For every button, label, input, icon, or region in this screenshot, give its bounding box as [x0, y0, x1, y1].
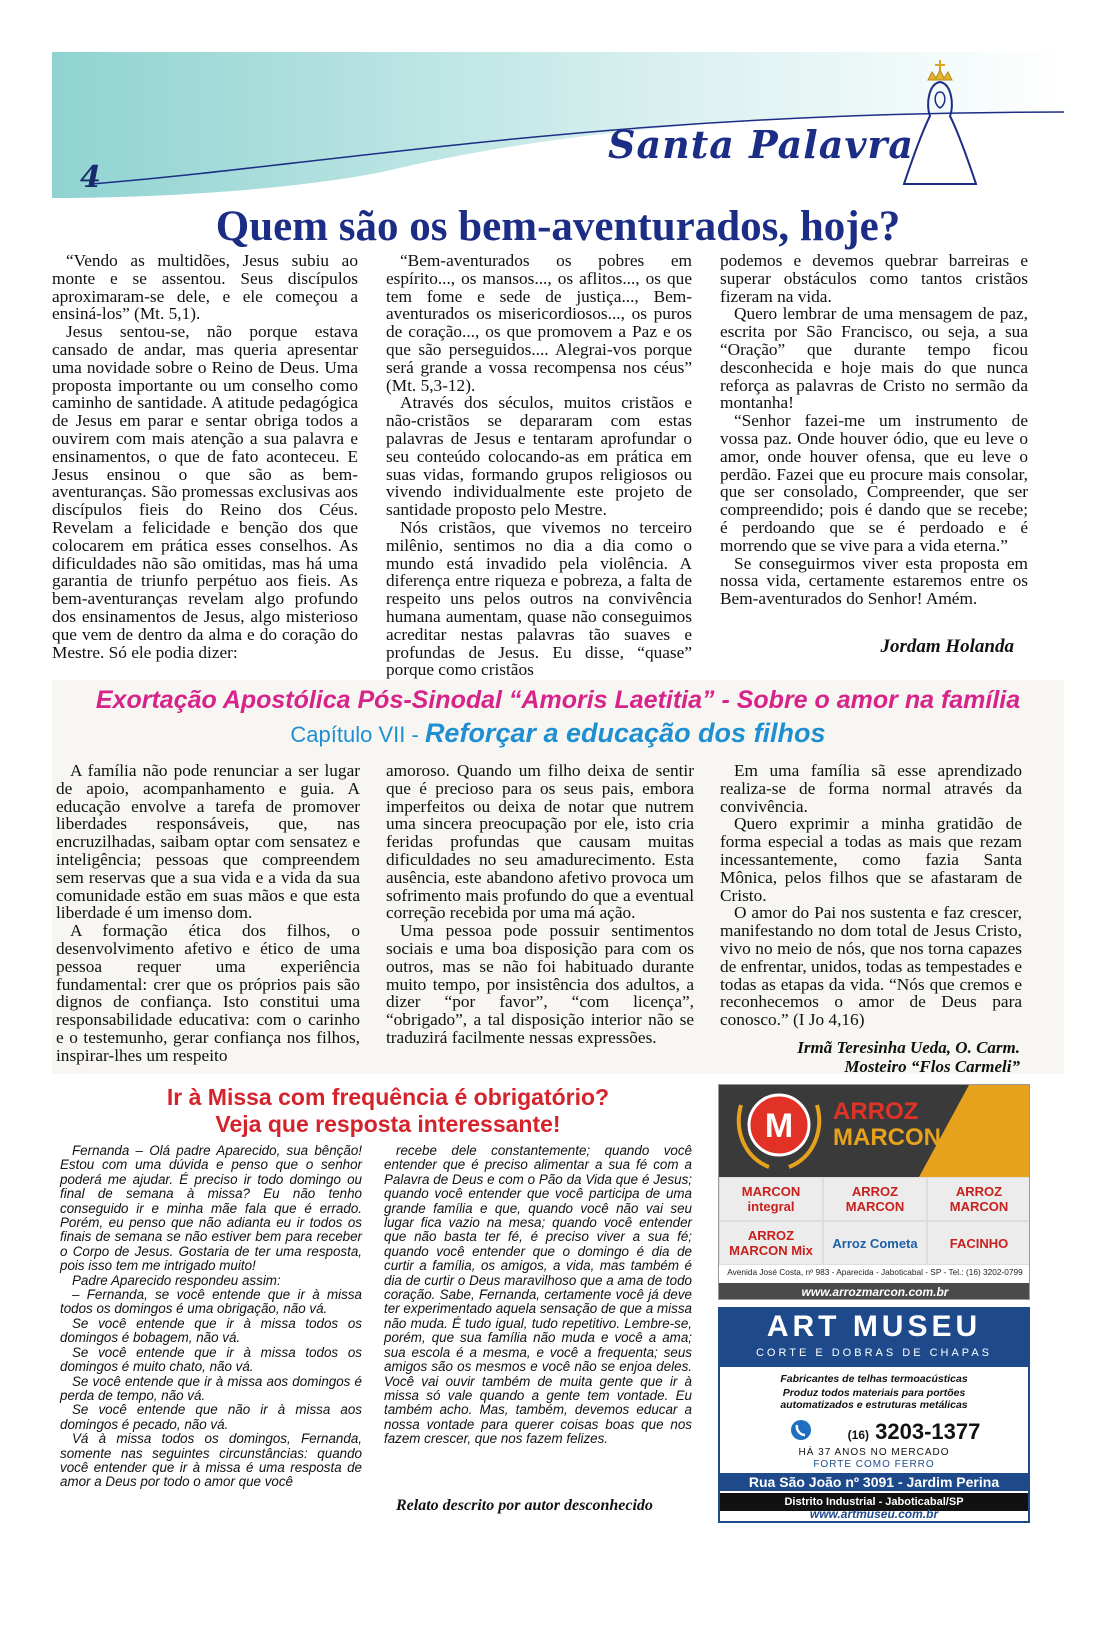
chapter-title: Reforçar a educação dos filhos: [424, 718, 826, 748]
brand-title: Santa Palavra: [608, 122, 915, 167]
product-logo: ARROZ MARCON Mix: [719, 1221, 823, 1265]
paragraph: “Bem-aventurados os pobres em espírito..., os mansos..., os aflitos..., os que tem fome e sede de justiça..., Bem-aventurados os misericordiosos..., os puros de coração..., os que promovem a Paz e os que são perseguidos.... Alegrai-vos porque será grande a vossa recompensa nos céus” (Mt. 5,3-12).: [386, 251, 692, 395]
article2-column-1: [56, 762, 360, 1065]
ad-header: [719, 1085, 1030, 1177]
paragraph: Se conseguirmos viver esta proposta em nossa vida, certamente estaremos entre os Bem-aventurados do Senhor! Amém.: [720, 553, 1028, 609]
missa-title-line-2: Veja que resposta interessante!: [215, 1111, 561, 1137]
product-grid: [719, 1177, 1030, 1265]
chapter-heading: [52, 718, 1064, 749]
ad-phone-number: 3203-1377: [875, 1419, 981, 1444]
ad-arroz-marcon[interactable]: [718, 1084, 1030, 1300]
ad-brand-line-2: MARCON: [833, 1124, 941, 1151]
paragraph: Vá à missa todos os domingos, Fernanda, somente nas seguintes circunstâncias: quando você entender que ir à missa é uma resposta de amor a Deus por todo o amor que você: [60, 1431, 362, 1490]
author-name: Irmã Teresinha Ueda, O. Carm.: [797, 1038, 1020, 1057]
article-title: Quem são os bem-aventurados, hoje?: [215, 203, 901, 250]
ad-address: Rua São João nº 3091 - Jardim Perina: [720, 1473, 1028, 1491]
madonna-icon: [900, 56, 980, 188]
ad-art-museu[interactable]: [718, 1307, 1030, 1523]
ad-header: [720, 1309, 1028, 1367]
paragraph: Quero exprimir a minha gratidão de forma especial a todas as mais que rezam incessantemente, como fazia Santa Mônica, pelos filhos que se afastaram de Cristo.: [720, 814, 1022, 905]
product-logo: Arroz Cometa: [823, 1221, 927, 1265]
paragraph: amoroso. Quando um filho deixa de sentir que é precioso para os seus pais, embora imperfeitos ou deixa de notar que nutrem uma sincera preocupação por ele, isto cria feridas profundas que causam muitas dificuldades no seu amadurecimento. Esta ausência, este abandono afetivo provoca um sofrimento mais profundo do que a eventual correção recebida por uma má ação.: [386, 761, 694, 923]
product-logo: MARCON integral: [719, 1177, 823, 1221]
ad-website-link[interactable]: www.arrozmarcon.com.br: [719, 1283, 1030, 1300]
author-affiliation: Mosteiro “Flos Carmeli”: [844, 1057, 1020, 1076]
product-logo: FACINHO: [927, 1221, 1030, 1265]
paragraph: Jesus sentou-se, não porque estava cansado de andar, mas queria apresentar uma novidade sobre o Reino de Deus. Uma proposta importante ou um conselho como caminho de santidade. A atitude pedagógica de Jesus em parar e sentar obriga todos a ouvirem com mais atenção a sua palavra e ensinamentos, o que de fato aconteceu. E Jesus ensinou o que são as bem-aventuranças. São promessas exclusivas aos discípulos fieis do Reino dos Céus. Revelam a felicidade e benção dos que colocarem em prática esses conselhos. As dificuldades não são omitidas, mas há uma garantia de triunfo perpétuo aos fieis. As bem-aventuranças revelam algo profundo dos ensinamentos de Jesus, algo misterioso que vem de dentro da alma e do coração do Mestre. Só ele podia dizer:: [52, 322, 358, 662]
paragraph: A formação ética dos filhos, o desenvolvimento afetivo e ético de uma pessoa requer uma experiência fundamental: crer que os próprios pais são dignos de confiança. Isto constitui uma responsabilidade educativa: com o carinho e o testemunho, gerar confiança nos filhos, inspirar-lhes um respeito: [56, 921, 360, 1065]
exhortation-title: Exortação Apostólica Pós-Sinodal “Amoris Laetitia” - Sobre o amor na família: [95, 686, 1021, 714]
paragraph: Se você entende que ir à missa aos domingos é perda de tempo, não vá.: [60, 1373, 362, 1403]
ad-area-code: (16): [847, 1428, 869, 1442]
article1-author: Jordam Holanda: [880, 636, 1014, 657]
paragraph: Se você entende que ir à missa todos os domingos é bobagem, não vá.: [60, 1315, 362, 1346]
article3-column-2: [384, 1144, 692, 1447]
paragraph: Quero lembrar de uma mensagem de paz, escrita por São Francisco, ou seja, a sua “Oração” que durante tempo ficou desconhecida e hoje mais do que nunca reforça as palavras de Cristo no sermão da montanha!: [720, 304, 1028, 413]
paragraph: Em uma família sã esse aprendizado realiza-se de forma normal através da convivência.: [720, 761, 1022, 816]
paragraph: “Senhor fazei-me um instrumento de vossa paz. Onde houver ódio, que eu leve o amor, onde houver ofensa, que eu leve o perdão. Fazei que eu procure mais consolar, que ser consolado, Compreender, que ser compreendido; pois é dando que se recebe; é perdoando que se é perdoado e é morrendo que se vive para a vida eterna.”: [720, 411, 1028, 555]
ad-tagline: CORTE E DOBRAS DE CHAPAS: [755, 1347, 993, 1359]
ad-phone[interactable]: [760, 1419, 1030, 1445]
article3-column-1: [60, 1144, 362, 1490]
article2-column-2: [386, 762, 694, 1047]
paragraph: Uma pessoa pode possuir sentimentos sociais e uma boa disposição para com os outros, mas se não foi habituado durante muito tempo, por insistência dos adultos, a dizer “por favor”, “com licença”, “obrigado”, a tal disposição interior não se traduzirá facilmente nessas expressões.: [386, 921, 694, 1047]
paragraph: Padre Aparecido respondeu assim:: [72, 1272, 281, 1288]
missa-title-line-1: Ir à Missa com frequência é obrigatório?: [166, 1084, 610, 1110]
ad-line: Produz todos materiais para portões: [782, 1387, 966, 1399]
product-logo: ARROZ MARCON: [927, 1177, 1030, 1221]
ad-brand: [833, 1099, 941, 1151]
ad-slogan: FORTE COMO FERRO: [813, 1459, 935, 1470]
paragraph: – Fernanda, se você entende que ir à missa todos os domingos é uma obrigação, não vá.: [60, 1287, 362, 1317]
ad-years: HÁ 37 ANOS NO MERCADO: [798, 1447, 950, 1458]
page-number: 4: [80, 160, 101, 195]
svg-text:M: M: [764, 1107, 794, 1145]
paragraph: Se você entende que ir à missa todos os domingos é muito chato, não vá.: [60, 1344, 362, 1375]
article2-column-3: [720, 762, 1022, 1029]
article1-column-2: [386, 252, 692, 679]
ad-brand-line-1: ARROZ: [833, 1098, 919, 1125]
article2-author: [720, 1038, 1020, 1076]
paragraph: Através dos séculos, muitos cristãos e não-cristãos se depararam com estas palavras de Jesus e tentaram aprofundar o seu conteúdo colocando-as em prática em suas vidas, formando grupos religiosos ou vivendo individualmente este projeto de santidade proposto pelo Mestre.: [386, 393, 692, 520]
paragraph: recebe dele constantemente; quando você entender que é preciso alimentar a sua fé com a Palavra de Deus e com o Pão da Vida que é Jesus; quando você entender que você participa de uma grande família e que, quando você não vai seu lugar fica vazio na mesa; quando você entender que não basta ter fé, é preciso viver a sua fé; quando você entender que o domingo é dia de curtir a família, os amigos, a vida, mas também é dia de curtir o Deus maravilhoso que a ama de todo coração. Sabe, Fernanda, certamente você já deve ter experimentado aquela sensação de que a missa não muda. É tudo igual, tudo repetitivo. Lembre-se, porém, que sua família não muda e você a ama; sua escola é a mesma, e você a frequenta; seus amigos são os mesmos e você não se enjoa deles. Você vai ouvir também de muita gente que ir à missa só vale quando a gente tem vontade. Eu também acho. Mas, também, devemos educar a nossa vontade para querer coisas boas que nos fazem crescer, que nos fazem felizes.: [384, 1143, 692, 1447]
ad-address: Avenida José Costa, nº 983 - Aparecida - Jaboticabal - SP - Tel.: (16) 3202-0799: [727, 1267, 1023, 1277]
ad-line: Fabricantes de telhas termoacústicas: [780, 1373, 968, 1385]
paragraph: “Vendo as multidões, Jesus subiu ao monte e se assentou. Seus discípulos aproximaram-se dele, e ele começou a ensiná-los” (Mt. 5,1).: [52, 251, 358, 324]
ad-district: Distrito Industrial - Jaboticabal/SP: [720, 1493, 1028, 1511]
missa-title: [68, 1084, 708, 1138]
paragraph: Se você entende que não ir à missa aos domingos é pecado, não vá.: [60, 1402, 362, 1432]
paragraph: O amor do Pai nos sustenta e faz crescer, manifestando no dom total de Jesus Cristo, vivo no meio de nós, que nos torna capazes de enfrentar, unidos, todas as tempestades e todas as etapas da vida. “Nós que cremos e reconhecemos o amor de Deus para conosco.” (I Jo 4,16): [720, 903, 1022, 1030]
paragraph: Fernanda – Olá padre Aparecido, sua bênção! Estou com uma dúvida e penso que o senhor poderá me ajudar. É preciso ir todo domingo ou final de semana à missa? Eu não tenho conseguido ir e minha mãe fala que é errado. Porém, eu penso que não adianta eu ir todos os finais de semana se não estiver bem para receber o Corpo de Jesus. Gostaria de ter uma resposta, pois isso tem me intrigado muito!: [60, 1143, 362, 1274]
article1-column-3: [720, 252, 1028, 608]
paragraph: A família não pode renunciar a ser lugar de apoio, acompanhamento e guia. A educação envolve a tarefa de promover liberdades responsáveis, que, nas encruzilhadas, saibam optar com sensatez e inteligência; pessoas que compreendem sem reservas que a sua vida e a vida da sua comunidade estão em suas mãos e que esta liberdade é um imenso dom.: [56, 761, 360, 923]
ad-line: automatizados e estruturas metálicas: [780, 1399, 968, 1411]
ad-website-link[interactable]: www.artmuseu.com.br: [809, 1507, 939, 1521]
ad-brand: ART MUSEU: [766, 1310, 982, 1343]
chapter-prefix: Capítulo VII -: [290, 722, 425, 747]
product-logo: ARROZ MARCON: [823, 1177, 927, 1221]
article1-column-1: [52, 252, 358, 661]
paragraph: Nós cristãos, que vivemos no terceiro milênio, sentimos no dia a dia como o mundo está invadido pela violência. A diferença entre riqueza e pobreza, a falta de respeito uns pelos outros na convivência humana aumentam, quase não conseguimos acreditar nestas palavras tão suaves e profundas de Jesus. Eu disse, “quase” porque como cristãos: [386, 517, 692, 680]
article3-source: Relato descrito por autor desconhecido: [396, 1497, 653, 1514]
paragraph: podemos e devemos quebrar barreiras e superar obstáculos como tantos cristãos fizeram na vida.: [720, 251, 1028, 306]
